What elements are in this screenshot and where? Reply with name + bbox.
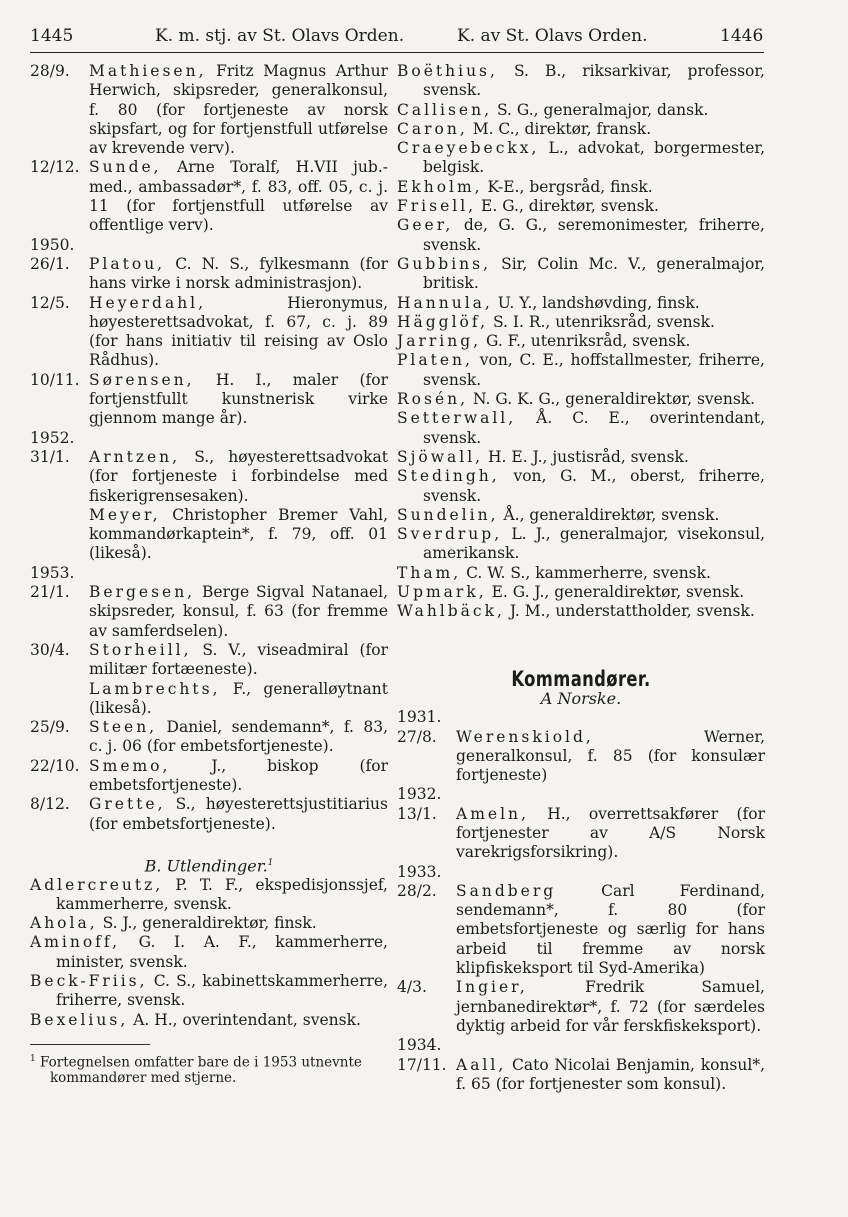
- entry-text: Berge Sigval Natanael, skipsreder, konsul, f. 63 (for fremme av samferdselen).: [89, 583, 388, 640]
- entry-text: P. T. F., ekspedisjonssjef, kammerherre, svensk.: [56, 875, 388, 913]
- list-item: [30, 795, 388, 834]
- entry-date: 31/1.: [30, 447, 70, 466]
- footnote-mark: 1: [30, 1053, 36, 1064]
- list-item: [30, 914, 388, 933]
- entry-text: Fritz Magnus Arthur Herwich, skipsreder, generalkonsul, f. 80 (for fortjeneste av norsk skipsfart, og for fortjenstfull utførelse av krevende verv).: [89, 62, 388, 158]
- list-item: [30, 583, 388, 641]
- entry-date: 17/11.: [397, 1055, 447, 1074]
- entry-text: Arne Toralf, H.VII jub.-med., ambassadør*, f. 83, off. 05, c. j. 11 (for fortjenstfull utførelse av offentlige verv).: [89, 158, 388, 235]
- entry-name: Wahlbäck,: [397, 602, 505, 621]
- footnote-rule: [30, 1044, 150, 1045]
- entry-text: J. M., understattholder, svensk.: [504, 602, 755, 621]
- page-header: [30, 26, 764, 50]
- list-item: [397, 351, 765, 390]
- entry-name: Platen,: [397, 351, 473, 370]
- entry-text: L., advokat, borgermester, belgisk.: [423, 139, 765, 177]
- entry-text: H. E. J., justisråd, svensk.: [483, 447, 689, 466]
- list-item: [30, 255, 388, 294]
- subsection-heading-norske: A Norske.: [540, 688, 622, 708]
- list-item: [397, 390, 765, 409]
- entry-name: Upmark,: [397, 583, 487, 602]
- page-number-right: 1446: [720, 26, 764, 46]
- entry-date: 4/3.: [397, 978, 427, 997]
- header-title-right: K. av St. Olavs Orden.: [457, 26, 648, 46]
- list-item: [30, 506, 388, 564]
- entry-name: Hägglöf,: [397, 312, 489, 331]
- year-heading: 1931.: [397, 708, 442, 727]
- list-item: [397, 448, 765, 467]
- entry-text: G. F., utenriksråd, svensk.: [481, 332, 691, 351]
- entry-name: Adlercreutz,: [30, 875, 164, 894]
- entry-name: Werenskiold,: [456, 727, 594, 746]
- entry-text: S. B., riksarkivar, professor, svensk.: [423, 62, 765, 100]
- entry-date: 30/4.: [30, 640, 70, 659]
- list-item: [397, 178, 765, 197]
- entry-date: 21/1.: [30, 583, 70, 602]
- entry-text: S., høyesterettsadvokat (for fortjeneste i forbindelse med fiskerigrensesaken).: [89, 447, 388, 505]
- entry-date: 28/9.: [30, 62, 70, 80]
- list-item: [397, 255, 765, 294]
- list-item: [30, 1011, 388, 1030]
- section-heading-kommandorer: Kommandører.: [511, 666, 651, 691]
- entry-text: Werner, generalkonsul, f. 85 (for konsulær fortjeneste): [456, 727, 765, 785]
- entry-text: Christopher Bremer Vahl, kommandørkaptein*, f. 79, off. 01 (likeså).: [89, 505, 388, 563]
- entry-text: Carl Ferdinand, sendemann*, f. 80 (for embetsfortjeneste og særlig for hans arbeid til fremme av norsk klipfiskeksport til Syd-Amerika): [456, 881, 765, 978]
- entry-date: 22/10.: [30, 756, 80, 775]
- entry-text: M. C., direktør, fransk.: [467, 119, 652, 138]
- entry-text: von, G. M., oberst, friherre, svensk.: [423, 467, 765, 505]
- list-item: [397, 62, 765, 101]
- list-item: [30, 718, 388, 757]
- right-column: [397, 62, 765, 1094]
- entry-text: S. G., generalmajor, dansk.: [492, 100, 709, 119]
- entry-text: de, G. G., seremonimester, friherre, svensk.: [423, 216, 765, 254]
- list-item: [397, 294, 765, 313]
- entry-name: Platou,: [89, 254, 166, 273]
- entry-name: Callisen,: [397, 100, 493, 119]
- entry-text: E. G. J., generaldirektør, svensk.: [486, 583, 745, 602]
- entry-text: J., biskop (for embetsfortjeneste).: [89, 756, 388, 794]
- entry-name: Lambrechts,: [89, 679, 221, 698]
- entry-name: Tham,: [397, 563, 462, 582]
- entry-name: Sandberg: [456, 881, 557, 900]
- list-item: [30, 448, 388, 506]
- list-item: [397, 313, 765, 332]
- entry-text: Fredrik Samuel, jernbanedirektør*, f. 72 (for særdeles dyktig arbeid for vår ferskfiskeksport).: [456, 978, 765, 1035]
- entry-text: F., generalløytnant (likeså).: [89, 679, 388, 717]
- list-item: [397, 583, 765, 602]
- year-heading: 1953.: [30, 563, 75, 582]
- list-item: [397, 197, 765, 216]
- entry-text: A. H., overintendant, svensk.: [128, 1010, 361, 1029]
- list-item: [30, 62, 388, 158]
- entry-text: Sir, Colin Mc. V., generalmajor, britisk.: [423, 254, 765, 293]
- list-item: [397, 525, 765, 564]
- entry-text: U. Y., landshøvding, finsk.: [492, 293, 700, 312]
- list-item: [397, 805, 765, 863]
- entry-name: Ahola,: [30, 914, 98, 933]
- entry-text: von, C. E., hoffstallmester, friherre, svensk.: [423, 351, 765, 389]
- entry-text: S. I. R., utenriksråd, svensk.: [488, 312, 715, 331]
- footnote-ref: 1: [267, 857, 274, 868]
- entry-name: Jarring,: [397, 332, 482, 351]
- list-item: [30, 680, 388, 719]
- year-heading: 1952.: [30, 428, 75, 447]
- entry-name: Sundelin,: [397, 505, 499, 524]
- entry-text: S., høyesterettsjustitiarius (for embetsfortjeneste).: [89, 795, 388, 833]
- year-heading: 1932.: [397, 785, 442, 804]
- list-item: [397, 139, 765, 178]
- entry-text: Hieronymus, høyesterettsadvokat, f. 67, c. j. 89 (for hans initiativ til reising av Oslo Rådhus).: [89, 293, 388, 370]
- list-item: [397, 602, 765, 621]
- list-item: [30, 371, 388, 429]
- footnote-text: Fortegnelsen omfatter bare de i 1953 utnevnte kommandører med stjerne.: [35, 1054, 362, 1087]
- entry-text: H. I., maler (for fortjenstfullt kunstnerisk virke gjennom mange år).: [89, 370, 388, 428]
- header-title-left: K. m. stj. av St. Olavs Orden.: [155, 26, 405, 46]
- entry-name: Bexelius,: [30, 1010, 129, 1029]
- entry-name: Grette,: [89, 795, 166, 814]
- entry-text: C. W. S., kammerherre, svensk.: [461, 563, 711, 582]
- entry-name: Smemo,: [89, 756, 171, 775]
- entry-name: Steen,: [89, 718, 158, 737]
- entry-name: Craeyebeckx,: [397, 139, 540, 158]
- entry-text: L. J., generalmajor, visekonsul, amerikansk.: [423, 525, 765, 563]
- entry-text: C. N. S., fylkesmann (for hans virke i norsk administrasjon).: [89, 254, 388, 293]
- entry-name: Frisell,: [397, 197, 477, 216]
- list-item: [397, 409, 765, 448]
- footnote: [30, 1051, 388, 1087]
- entry-name: Setterwall,: [397, 409, 517, 428]
- entry-text: N. G. K. G., generaldirektør, svensk.: [468, 390, 756, 409]
- entry-name: Rosén,: [397, 390, 469, 409]
- list-item: [397, 467, 765, 506]
- entry-name: Ameln,: [456, 804, 529, 823]
- list-item: [397, 1056, 765, 1095]
- entry-name: Heyerdahl,: [89, 293, 207, 312]
- entry-text: S. J., generaldirektør, finsk.: [97, 914, 317, 933]
- list-item: [397, 506, 765, 525]
- list-item: [397, 332, 765, 351]
- list-item: [397, 101, 765, 120]
- entry-name: Caron,: [397, 119, 468, 138]
- entry-name: Boëthius,: [397, 62, 498, 80]
- entry-name: Ingier,: [456, 978, 528, 997]
- entry-date: 8/12.: [30, 795, 70, 814]
- entry-date: 26/1.: [30, 254, 70, 273]
- entry-name: Aminoff,: [30, 933, 121, 952]
- entry-text: G. I. A. F., kammerherre, minister, svensk.: [56, 933, 388, 971]
- entry-text: Å. C. E., overintendant, svensk.: [423, 409, 765, 447]
- year-heading: 1933.: [397, 862, 442, 881]
- entry-name: Sjöwall,: [397, 447, 484, 466]
- entry-text: Å., generaldirektør, svensk.: [498, 505, 720, 524]
- entry-name: Sverdrup,: [397, 525, 503, 544]
- entry-date: 27/8.: [397, 727, 437, 746]
- year-heading: 1950.: [30, 235, 75, 254]
- list-item: [397, 120, 765, 139]
- entry-name: Mathiesen,: [89, 62, 207, 80]
- list-item: [30, 641, 388, 680]
- entry-text: C. S., kabinettskammerherre, friherre, svensk.: [56, 971, 388, 1010]
- entry-text: S. V., viseadmiral (for militær fortæeneste).: [89, 640, 388, 679]
- list-item: [30, 757, 388, 796]
- entry-text: E. G., direktør, svensk.: [476, 197, 659, 216]
- entry-name: Beck-Friis,: [30, 971, 148, 990]
- page-number-left: 1445: [30, 26, 74, 46]
- list-item: [30, 294, 388, 371]
- entry-name: Ekholm,: [397, 177, 483, 196]
- entry-text: Cato Nicolai Benjamin, konsul*, f. 65 (for fortjenester som konsul).: [456, 1055, 765, 1093]
- entry-name: Sørensen,: [89, 370, 195, 389]
- entry-name: Hannula,: [397, 293, 493, 312]
- list-item: [30, 972, 388, 1011]
- entry-name: Aall,: [456, 1055, 507, 1074]
- entry-date: 25/9.: [30, 718, 70, 737]
- list-item: [397, 882, 765, 978]
- year-heading: 1934.: [397, 1036, 442, 1055]
- entry-name: Arntzen,: [89, 447, 181, 466]
- entry-date: 13/1.: [397, 804, 437, 823]
- list-item: [397, 728, 765, 786]
- entry-name: Bergesen,: [89, 583, 196, 602]
- entry-text: Daniel, sendemann*, f. 83, c. j. 06 (for embetsfortjeneste).: [89, 718, 388, 756]
- header-rule: [30, 52, 764, 53]
- list-item: [397, 564, 765, 583]
- list-item: [30, 876, 388, 915]
- list-item: [30, 158, 388, 235]
- list-item: [397, 216, 765, 255]
- entry-date: 12/5.: [30, 293, 70, 312]
- entry-date: 10/11.: [30, 370, 80, 389]
- entry-name: Stedingh,: [397, 467, 500, 486]
- entry-name: Meyer,: [89, 505, 161, 524]
- left-column: [30, 62, 388, 1086]
- entry-text: H., overrettsakfører (for fortjenester av A/S Norsk varekrigsforsikring).: [456, 804, 765, 862]
- entry-name: Sunde,: [89, 158, 162, 177]
- list-item: [30, 933, 388, 972]
- section-heading-foreigners: B. Utlendinger.$^1$: [144, 856, 274, 876]
- entry-name: Gubbins,: [397, 254, 492, 273]
- entry-date: 28/2.: [397, 881, 437, 900]
- entry-date: 12/12.: [30, 158, 80, 177]
- entry-name: Geer,: [397, 216, 454, 235]
- entry-text: K-E., bergsråd, finsk.: [482, 177, 653, 196]
- entry-name: Storheill,: [89, 640, 192, 659]
- list-item: [397, 978, 765, 1036]
